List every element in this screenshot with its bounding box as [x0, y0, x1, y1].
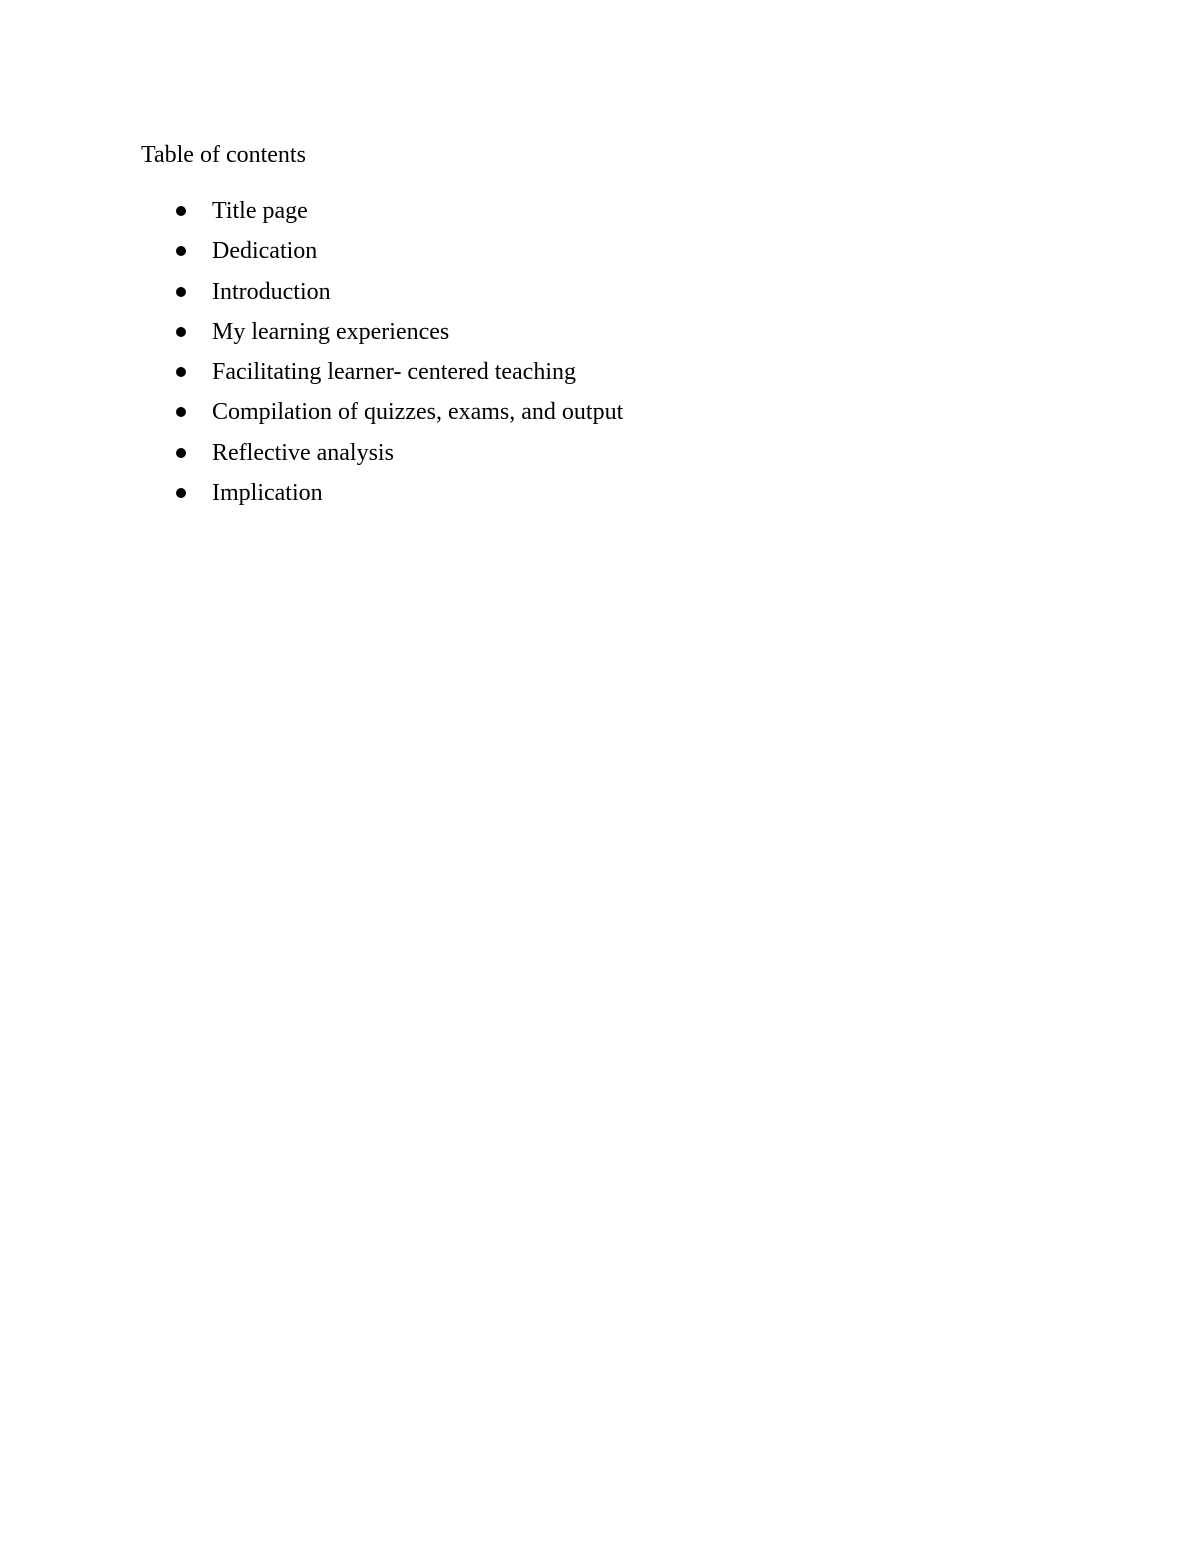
toc-heading: Table of contents	[141, 142, 306, 168]
bullet-icon	[176, 206, 186, 216]
toc-item-label: Compilation of quizzes, exams, and output	[212, 399, 624, 426]
toc-item-label: Implication	[212, 480, 323, 507]
bullet-icon	[176, 488, 186, 498]
toc-item-label: Title page	[212, 198, 308, 224]
toc-item-label: Facilitating learner- centered teaching	[212, 359, 576, 386]
toc-item-label: My learning experiences	[212, 318, 450, 345]
toc-item-label: Introduction	[212, 278, 331, 305]
bullet-icon	[176, 367, 186, 377]
toc-item-label: Dedication	[212, 238, 318, 265]
bullet-icon	[176, 287, 186, 297]
bullet-icon	[176, 407, 186, 417]
toc-item-label: Reflective analysis	[212, 439, 394, 466]
bullet-icon	[176, 246, 186, 256]
bullet-icon	[176, 327, 186, 337]
bullet-icon	[176, 448, 186, 458]
